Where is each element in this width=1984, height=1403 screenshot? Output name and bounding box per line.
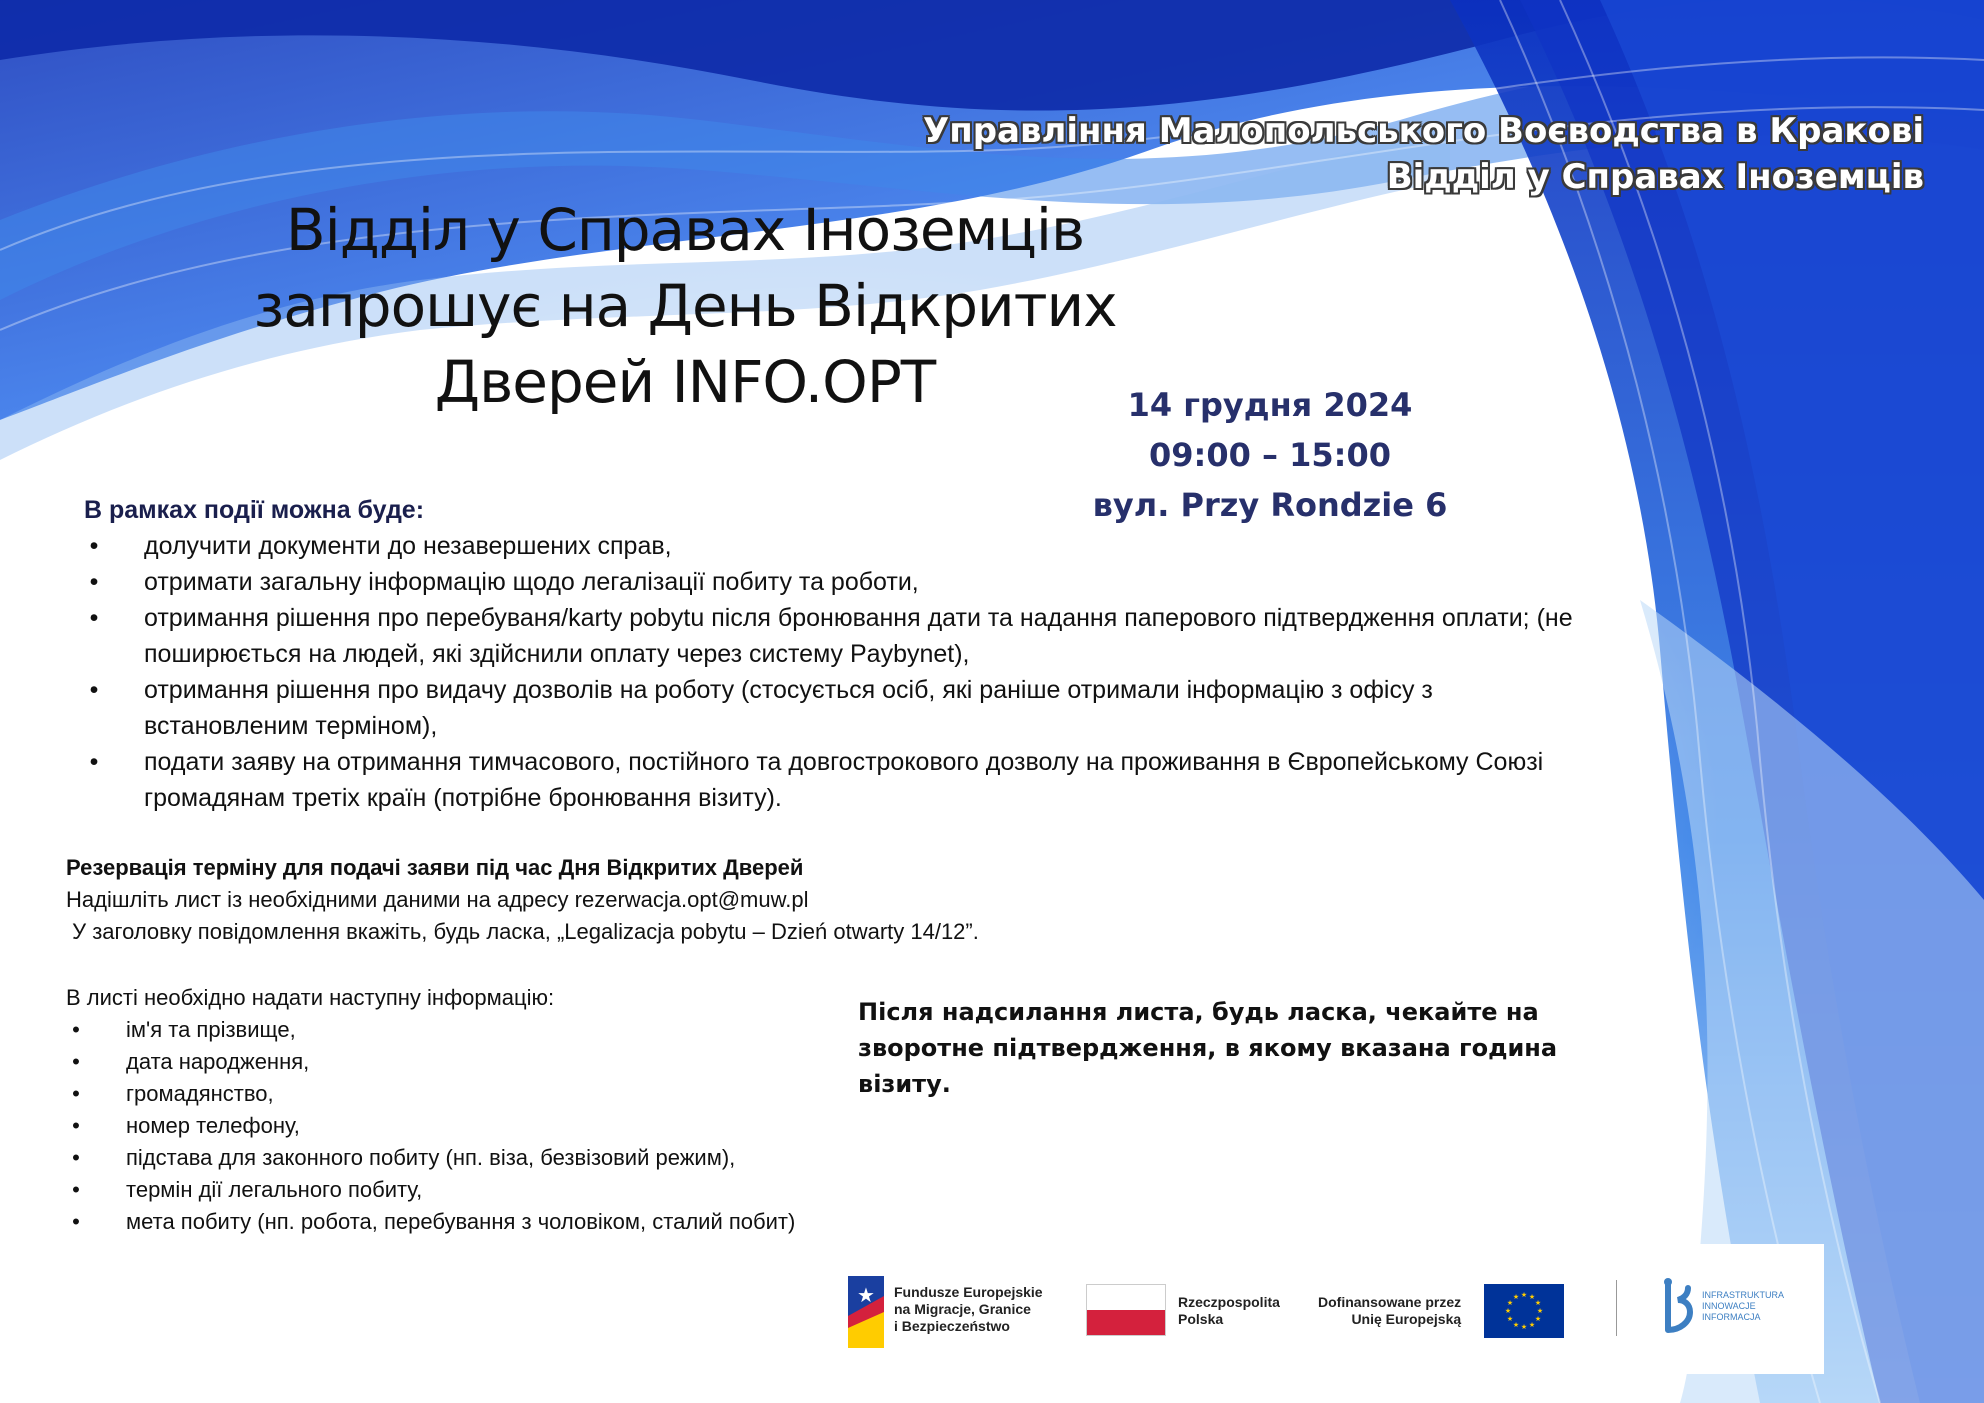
requirements-intro: В листі необхідно надати наступну інформацію:	[66, 985, 555, 1010]
list-item: • громадянство,	[66, 1078, 966, 1110]
svg-text:★: ★	[1528, 1293, 1536, 1301]
infrastructure-logo-text: INFRASTRUKTURA INNOWACJE INFORMACJA	[1702, 1290, 1785, 1322]
list-item: • отримання рішення про видачу дозволів на роботу (стосується осіб, які раніше отримали інформацію з офісу з встановленим терміном),	[84, 672, 1584, 744]
svg-text:★: ★	[1534, 1299, 1542, 1307]
title-line-1: Відділ у Справах Іноземців	[285, 196, 1085, 264]
bullet-icon: •	[72, 1209, 80, 1234]
bullet-icon: •	[72, 1113, 80, 1138]
svg-text:★: ★	[1512, 1321, 1520, 1329]
eu-fund-logo-text: Fundusze Europejskie na Migracje, Granice i Bezpieczeństwo	[894, 1284, 1043, 1334]
svg-text:★: ★	[1504, 1307, 1512, 1315]
eu-cofinanced-text: Dofinansowane przez Unię Europejską	[1318, 1294, 1462, 1327]
scope-list	[84, 528, 1584, 816]
list-item: • термін дії легального побиту,	[66, 1174, 966, 1206]
title-line-2: запрошує на День Відкритих	[253, 272, 1117, 340]
list-item: • подати заяву на отримання тимчасового, постійного та довгострокового дозволу на проживання в Європейському Союзі громадянам третіх країн (потрібне бронювання візиту).	[84, 744, 1584, 816]
funding-logos-bar	[836, 1244, 1824, 1374]
office-line-1: Управління Малопольського Воєводства в Кракові	[923, 111, 1924, 151]
title-line-3: Дверей INFO.OPT	[434, 348, 936, 416]
bullet-icon: •	[72, 1145, 80, 1170]
office-line-2: Відділ у Справах Іноземців	[1386, 157, 1924, 197]
list-item: • долучити документи до незавершених справ,	[84, 528, 1584, 564]
office-header	[923, 108, 1924, 200]
list-item: • підстава для законного побиту (нп. віза, безвізовий режим),	[66, 1142, 966, 1174]
bullet-icon: •	[89, 676, 99, 704]
bullet-icon: •	[72, 1177, 80, 1202]
svg-text:★: ★	[1520, 1291, 1528, 1299]
scope-heading: В рамках події можна буде:	[84, 496, 425, 524]
event-address: вул. Przy Rondzie 6	[1092, 486, 1448, 524]
list-item: • ім'я та прізвище,	[66, 1014, 966, 1046]
svg-text:★: ★	[1520, 1323, 1528, 1331]
bullet-icon: •	[89, 568, 99, 596]
requirements-section	[66, 982, 966, 1238]
reservation-subject-line: У заголовку повідомлення вкажіть, будь ласка, „Legalizacja pobytu – Dzień otwarty 14/12”.	[66, 919, 979, 944]
requirements-list	[66, 1014, 966, 1238]
svg-text:★: ★	[1528, 1321, 1536, 1329]
svg-text:★: ★	[1536, 1307, 1544, 1315]
reservation-heading: Резервація терміну для подачі заяви під час Дня Відкритих Дверей	[66, 855, 804, 880]
svg-text:★: ★	[857, 1283, 875, 1307]
eu-flag-icon	[1484, 1284, 1564, 1338]
eu-fund-flag-icon	[848, 1276, 884, 1348]
poland-flag-icon	[1086, 1284, 1166, 1336]
event-date: 14 грудня 2024	[1127, 386, 1413, 424]
event-scope-section	[84, 492, 1584, 816]
poland-logo-text: Rzeczpospolita Polska	[1178, 1294, 1280, 1327]
logo-divider	[1616, 1280, 1617, 1336]
infrastructure-logo-icon	[1660, 1278, 1698, 1336]
bullet-icon: •	[89, 532, 99, 560]
list-item: • номер телефону,	[66, 1110, 966, 1142]
bullet-icon: •	[72, 1017, 80, 1042]
list-item: • отримання рішення про перебуваня/karty pobytu після бронювання дати та надання паперового підтвердження оплати; (не поширюється на людей, які здійснили оплату через систему Paybynet),	[84, 600, 1584, 672]
svg-text:★: ★	[1506, 1299, 1514, 1307]
svg-text:★: ★	[1512, 1293, 1520, 1301]
bullet-icon: •	[72, 1081, 80, 1106]
svg-text:★: ★	[1506, 1315, 1514, 1323]
list-item: • отримати загальну інформацію щодо легалізації побиту та роботи,	[84, 564, 1584, 600]
after-sending-note: Після надсилання листа, будь ласка, чекайте на зворотне підтвердження, в якому вказана година візиту.	[858, 998, 1558, 1098]
list-item: • мета побиту (нп. робота, перебування з чоловіком, сталий побит)	[66, 1206, 966, 1238]
list-item: • дата народження,	[66, 1046, 966, 1078]
reservation-section	[66, 852, 1166, 948]
bullet-icon: •	[89, 604, 99, 632]
reservation-email-line: Надішліть лист із необхідними даними на адресу rezerwacja.opt@muw.pl	[66, 887, 809, 912]
bullet-icon: •	[89, 748, 99, 776]
event-time: 09:00 – 15:00	[1149, 436, 1391, 474]
svg-text:★: ★	[1534, 1315, 1542, 1323]
bullet-icon: •	[72, 1049, 80, 1074]
